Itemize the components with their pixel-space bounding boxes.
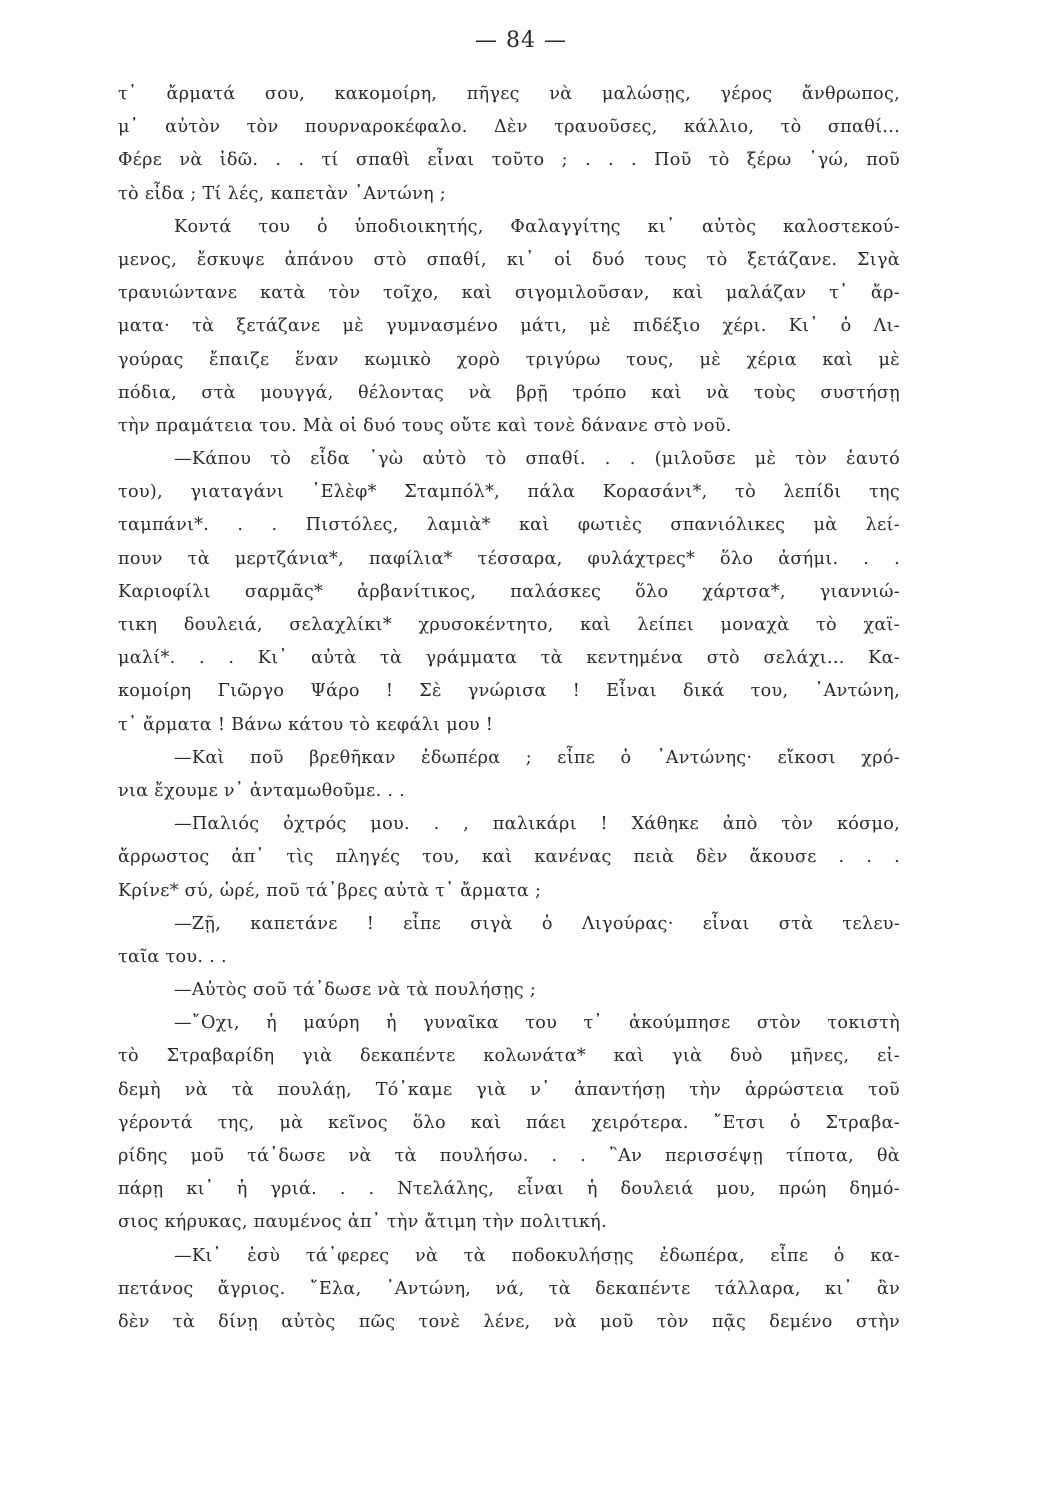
text-line: τικη δουλειά, σελαχλίκι* χρυσοκέντητο, καὶ λείπει μοναχὰ τὸ χαϊ- — [118, 615, 900, 635]
text-line: δὲν τὰ δίνῃ αὐτὸς πῶς τονὲ λένε, νὰ μοῦ τὸν πᾷς δεμένο στὴν — [118, 1311, 900, 1332]
text-line: νια ἔχουμε ν᾿ ἀνταμωθοῦμε. . . — [118, 780, 406, 801]
text-line: ταῖα του. . . — [118, 946, 227, 967]
paragraph-start-line: —Κι᾿ ἐσὺ τά᾿φερες νὰ τὰ ποδοκυλήσῃς ἐδωπέρα, εἶπε ὁ κα- — [174, 1245, 900, 1266]
text-line: Φέρε νὰ ἰδῶ. . . τί σπαθὶ εἶναι τοῦτο ; . . . Ποῦ τὸ ξέρω ᾿γώ, ποῦ — [118, 150, 900, 171]
text-line: ματα· τὰ ξετάζανε μὲ γυμνασμένο μάτι, μὲ πιδέξιο χέρι. Κι᾿ ὁ Λι- — [118, 316, 900, 337]
paragraph-start-line: —Καὶ ποῦ βρεθῆκαν ἐδωπέρα ; εἶπε ὁ ᾿Αντώνης· εἴκοσι χρό- — [174, 747, 900, 768]
text-line: πουν τὰ μερτζάνια*, παφίλια* τέσσαρα, φυλάχτρες* ὅλο ἀσήμι. . . — [118, 548, 900, 569]
paragraph-start-line: —Κάπου τὸ εἶδα ᾿γὼ αὐτὸ τὸ σπαθί. . . (μιλοῦσε μὲ τὸν ἑαυτό — [174, 449, 900, 470]
text-line: ταμπάνι*. . . Πιστόλες, λαμιὰ* καὶ φωτιὲς σπανιόλικες μὰ λεί- — [118, 515, 900, 536]
text-line: ρίδης μοῦ τά᾿δωσε νὰ τὰ πουλήσω. . . ῍Αν περισσέψῃ τίποτα, θὰ — [118, 1146, 900, 1166]
text-line: κομοίρη Γιῶργο Ψάρο ! Σὲ γνώρισα ! Εἶναι δικά του, ᾿Αντώνη, — [118, 681, 900, 702]
text-line: δεμὴ νὰ τὰ πουλάῃ, Τό᾿καμε γιὰ ν᾿ ἀπαντήσῃ τὴν ἀρρώστεια τοῦ — [118, 1079, 900, 1100]
paragraph-start-line: —Ζῇ, καπετάνε ! εἶπε σιγὰ ὁ Λιγούρας· εἶναι στὰ τελευ- — [174, 913, 900, 934]
text-line: τὴν πραμάτεια του. Μὰ οἱ δυό τους οὔτε καὶ τονὲ δάνανε στὸ νοῦ. — [118, 415, 732, 436]
text-line: γούρας ἔπαιζε ἕναν κωμικὸ χορὸ τριγύρω τους, μὲ χέρια καὶ μὲ — [118, 349, 900, 370]
text-line: Καριοφίλι σαρμᾶς* ἀρβανίτικος, παλάσκες ὅλο χάρτσα*, γιαννιώ- — [118, 581, 900, 602]
paragraph-start-line: Κοντά του ὁ ὑποδιοικητής, Φαλαγγίτης κι᾿ αὐτὸς καλοστεκού- — [174, 216, 900, 237]
text-line: ἄρρωστος ἀπ᾿ τὶς πληγές του, καὶ κανένας πειὰ δὲν ἄκουσε . . . — [118, 847, 900, 868]
paragraph-start-line: —Παλιός ὀχτρός μου. . , παλικάρι ! Χάθηκε ἀπὸ τὸν κόσμο, — [174, 814, 900, 835]
text-line: πετάνος ἄγριος. ῎Ελα, ᾿Αντώνη, νά, τὰ δεκαπέντε τάλλαρα, κι᾿ ἂν — [118, 1278, 900, 1299]
text-line: μ᾿ αὐτὸν τὸν πουρναροκέφαλο. Δὲν τραυοῦσες, κάλλιο, τὸ σπαθί... — [118, 117, 900, 138]
text-line: πόδια, στὰ μουγγά, θέλοντας νὰ βρῇ τρόπο καὶ νὰ τοὺς συστήσῃ — [118, 382, 900, 403]
text-line: τὸ Στραβαρίδη γιὰ δεκαπέντε κολωνάτα* καὶ γιὰ δυὸ μῆνες, εἰ- — [118, 1046, 900, 1067]
paragraph-start-line: —῎Οχι, ἡ μαύρη ἡ γυναῖκα του τ᾿ ἀκούμπησε στὸν τοκιστὴ — [174, 1013, 900, 1034]
text-line: μενος, ἔσκυψε ἀπάνου στὸ σπαθί, κι᾿ οἱ δυό τους τὸ ξετάζανε. Σιγὰ — [118, 249, 900, 270]
text-line: τραυιώντανε κατὰ τὸν τοῖχο, καὶ σιγομιλοῦσαν, καὶ μαλάζαν τ᾿ ἄρ- — [118, 283, 900, 304]
page-number: — 84 — — [475, 28, 567, 53]
text-line: Κρίνε* σύ, ὡρέ, ποῦ τά᾿βρες αὐτὰ τ᾿ ἄρματα ; — [118, 880, 542, 901]
text-line: τ᾿ ἄρματα ! Βάνω κάτου τὸ κεφάλι μου ! — [118, 714, 494, 735]
paragraph-start-line: —Αὐτὸς σοῦ τά᾿δωσε νὰ τὰ πουλήσῃς ; — [174, 980, 537, 1001]
text-line: τ᾿ ἄρματά σου, κακομοίρη, πῆγες νὰ μαλώσῃς, γέρος ἄνθρωπος, — [118, 84, 900, 104]
text-line: τὸ εἶδα ; Τί λές, καπετὰν ᾿Αντώνη ; — [118, 183, 447, 204]
body-text — [118, 78, 900, 1339]
text-line: του), γιαταγάνι ᾿Ελὲφ* Σταμπόλ*, πάλα Κορασάνι*, τὸ λεπίδι της — [118, 482, 900, 503]
text-line: πάρῃ κι᾿ ἡ γριά. . . Ντελάλης, εἶναι ἡ δουλειά μου, πρώη δημό- — [118, 1179, 900, 1200]
text-line: γέροντά της, μὰ κεῖνος ὅλο καὶ πάει χειρότερα. ῎Ετσι ὁ Στραβα- — [118, 1112, 900, 1133]
text-line: σιος κήρυκας, παυμένος ἀπ᾿ τὴν ἄτιμη τὴν πολιτική. — [118, 1212, 607, 1233]
text-line: μαλί*. . . Κι᾿ αὐτὰ τὰ γράμματα τὰ κεντημένα στὸ σελάχι... Κα- — [118, 648, 900, 669]
